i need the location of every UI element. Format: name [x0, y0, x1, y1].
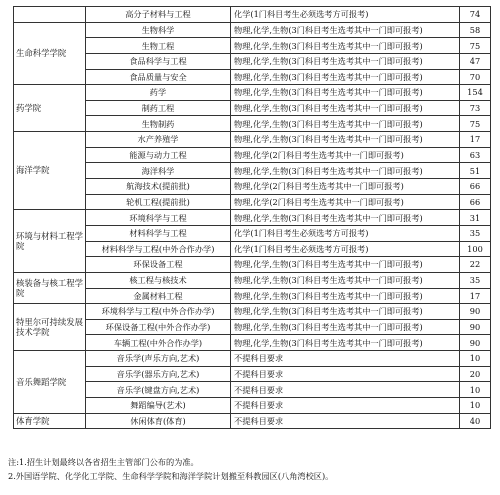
table-row	[14, 194, 491, 210]
table-row	[14, 366, 491, 382]
major-cell: 车辆工程(中外合作办学)	[86, 335, 231, 351]
major-cell: 音乐学(声乐方向,艺术)	[86, 351, 231, 367]
table-row	[14, 38, 491, 54]
subject-requirement-cell: 物理,化学,生物(3门科目考生选考其中一门即可报考)	[231, 38, 460, 54]
major-cell: 制药工程	[86, 100, 231, 116]
table-row	[14, 85, 491, 101]
college-cell: 体育学院	[14, 413, 86, 429]
plan-count-cell: 35	[460, 272, 491, 288]
table-row	[14, 100, 491, 116]
subject-requirement-cell: 物理,化学(2门科目考生选考其中一门即可报考)	[231, 147, 460, 163]
plan-count-cell: 70	[460, 69, 491, 85]
table-row	[14, 7, 491, 23]
plan-count-cell: 10	[460, 398, 491, 414]
college-cell: 药学院	[14, 85, 86, 132]
subject-requirement-cell: 不提科目要求	[231, 413, 460, 429]
plan-count-cell: 22	[460, 257, 491, 273]
table-row	[14, 69, 491, 85]
major-cell: 水产养殖学	[86, 132, 231, 148]
plan-count-cell: 40	[460, 413, 491, 429]
major-cell: 能源与动力工程	[86, 147, 231, 163]
plan-count-cell: 35	[460, 225, 491, 241]
major-cell: 高分子材料与工程	[86, 7, 231, 23]
subject-requirement-cell: 不提科目要求	[231, 351, 460, 367]
major-cell: 材料科学与工程	[86, 225, 231, 241]
major-cell: 环保设备工程	[86, 257, 231, 273]
table-row	[14, 351, 491, 367]
plan-count-cell: 154	[460, 85, 491, 101]
subject-requirement-cell: 化学(1门科目考生必须选考方可报考)	[231, 7, 460, 23]
major-cell: 材料科学与工程(中外合作办学)	[86, 241, 231, 257]
college-cell: 海洋学院	[14, 132, 86, 210]
subject-requirement-cell: 物理,化学,生物(3门科目考生选考其中一门即可报考)	[231, 304, 460, 320]
major-cell: 食品科学与工程	[86, 53, 231, 69]
plan-count-cell: 17	[460, 288, 491, 304]
table-row	[14, 225, 491, 241]
subject-requirement-cell: 物理,化学,生物(3门科目考生选考其中一门即可报考)	[231, 319, 460, 335]
subject-requirement-cell: 物理,化学,生物(3门科目考生选考其中一门即可报考)	[231, 257, 460, 273]
subject-requirement-cell: 物理,化学,生物(3门科目考生选考其中一门即可报考)	[231, 116, 460, 132]
subject-requirement-cell: 物理,化学,生物(3门科目考生选考其中一门即可报考)	[231, 163, 460, 179]
major-cell: 生物工程	[86, 38, 231, 54]
table-row	[14, 257, 491, 273]
subject-requirement-cell: 化学(1门科目考生必须选考方可报考)	[231, 225, 460, 241]
table-row	[14, 304, 491, 320]
subject-requirement-cell: 物理,化学(2门科目考生选考其中一门即可报考)	[231, 194, 460, 210]
subject-requirement-cell: 物理,化学,生物(3门科目考生选考其中一门即可报考)	[231, 69, 460, 85]
major-cell: 食品质量与安全	[86, 69, 231, 85]
subject-requirement-cell: 物理,化学,生物(3门科目考生选考其中一门即可报考)	[231, 22, 460, 38]
plan-count-cell: 20	[460, 366, 491, 382]
table-row	[14, 210, 491, 226]
plan-count-cell: 66	[460, 194, 491, 210]
plan-count-cell: 74	[460, 7, 491, 23]
subject-requirement-cell: 不提科目要求	[231, 366, 460, 382]
table-row	[14, 132, 491, 148]
subject-requirement-cell: 物理,化学(2门科目考生选考其中一门即可报考)	[231, 179, 460, 195]
table-row	[14, 319, 491, 335]
footnote-2: 2.外国语学院、化学化工学院、生命科学学院和海洋学院计划搬至科教园区(八角湾校区)。	[8, 470, 334, 481]
subject-requirement-cell: 物理,化学,生物(3门科目考生选考其中一门即可报考)	[231, 53, 460, 69]
table-row	[14, 288, 491, 304]
major-cell: 药学	[86, 85, 231, 101]
table-row	[14, 382, 491, 398]
subject-requirement-cell: 物理,化学,生物(3门科目考生选考其中一门即可报考)	[231, 100, 460, 116]
subject-requirement-cell: 不提科目要求	[231, 382, 460, 398]
table-body	[14, 7, 491, 429]
college-cell: 生命科学学院	[14, 22, 86, 85]
plan-count-cell: 90	[460, 319, 491, 335]
plan-count-cell: 90	[460, 335, 491, 351]
table-row	[14, 241, 491, 257]
plan-count-cell: 66	[460, 179, 491, 195]
major-cell: 舞蹈编导(艺术)	[86, 398, 231, 414]
subject-requirement-cell: 不提科目要求	[231, 398, 460, 414]
major-cell: 休闲体育(体育)	[86, 413, 231, 429]
footnote-1: 注:1.招生计划最终以各省招生主管部门公布的为准。	[8, 457, 199, 467]
major-cell: 环境科学与工程	[86, 210, 231, 226]
subject-requirement-cell: 物理,化学,生物(3门科目考生选考其中一门即可报考)	[231, 85, 460, 101]
plan-count-cell: 10	[460, 382, 491, 398]
table-row	[14, 272, 491, 288]
college-cell: 环境与材料工程学院	[14, 210, 86, 273]
subject-requirement-cell: 物理,化学,生物(3门科目考生选考其中一门即可报考)	[231, 288, 460, 304]
major-cell: 生物制药	[86, 116, 231, 132]
college-cell: 核装备与核工程学院	[14, 272, 86, 303]
major-cell: 金属材料工程	[86, 288, 231, 304]
plan-count-cell: 47	[460, 53, 491, 69]
table-row	[14, 116, 491, 132]
college-cell	[14, 7, 86, 23]
plan-count-cell: 31	[460, 210, 491, 226]
enrollment-plan-table	[13, 6, 491, 429]
major-cell: 音乐学(器乐方向,艺术)	[86, 366, 231, 382]
table-row	[14, 179, 491, 195]
major-cell: 环保设备工程(中外合作办学)	[86, 319, 231, 335]
plan-count-cell: 73	[460, 100, 491, 116]
plan-count-cell: 58	[460, 22, 491, 38]
plan-count-cell: 100	[460, 241, 491, 257]
plan-count-cell: 75	[460, 116, 491, 132]
major-cell: 海洋科学	[86, 163, 231, 179]
footnotes	[8, 456, 496, 483]
major-cell: 生物科学	[86, 22, 231, 38]
table-row	[14, 147, 491, 163]
subject-requirement-cell: 物理,化学,生物(3门科目考生选考其中一门即可报考)	[231, 335, 460, 351]
table-row	[14, 413, 491, 429]
table-row	[14, 53, 491, 69]
major-cell: 轮机工程(提前批)	[86, 194, 231, 210]
plan-count-cell: 17	[460, 132, 491, 148]
subject-requirement-cell: 化学(1门科目考生必须选考方可报考)	[231, 241, 460, 257]
college-cell: 音乐舞蹈学院	[14, 351, 86, 414]
major-cell: 音乐学(键盘方向,艺术)	[86, 382, 231, 398]
plan-count-cell: 10	[460, 351, 491, 367]
subject-requirement-cell: 物理,化学,生物(3门科目考生选考其中一门即可报考)	[231, 210, 460, 226]
plan-count-cell: 51	[460, 163, 491, 179]
plan-count-cell: 90	[460, 304, 491, 320]
major-cell: 航海技术(提前批)	[86, 179, 231, 195]
college-cell: 特里尔可持续发展技术学院	[14, 304, 86, 351]
major-cell: 核工程与核技术	[86, 272, 231, 288]
table-row	[14, 398, 491, 414]
subject-requirement-cell: 物理,化学,生物(3门科目考生选考其中一门即可报考)	[231, 272, 460, 288]
subject-requirement-cell: 物理,化学,生物(3门科目考生选考其中一门即可报考)	[231, 132, 460, 148]
plan-count-cell: 63	[460, 147, 491, 163]
table-row	[14, 163, 491, 179]
plan-count-cell: 75	[460, 38, 491, 54]
major-cell: 环境科学与工程(中外合作办学)	[86, 304, 231, 320]
table-row	[14, 335, 491, 351]
table-row	[14, 22, 491, 38]
